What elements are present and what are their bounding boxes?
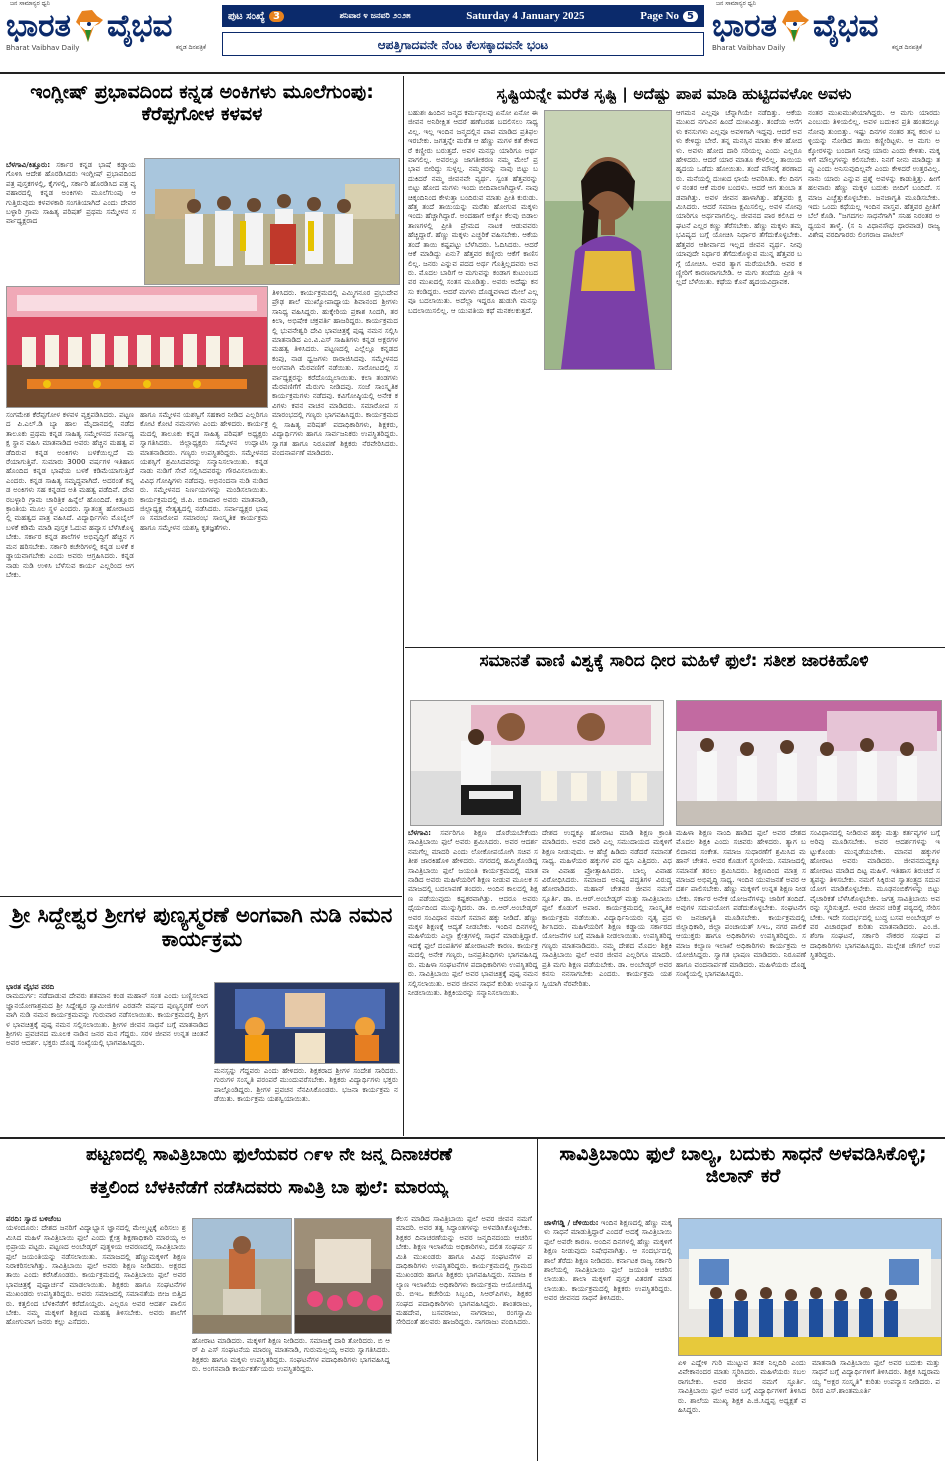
issue-number-group	[228, 11, 284, 22]
a5-headline-2: ಕತ್ತಲಿಂದ ಬೆಳಕಿನೆಡೆಗೆ ನಡೆಸಿದವರು ಸಾವಿತ್ರಿ ಬಾ ಫುಲೆ: ಮಾರಯ್ಯ	[90, 1178, 448, 1198]
a1-headline: ಇಂಗ್ಲೀಷ್ ಪ್ರಭಾವದಿಂದ ಕನ್ನಡ ಅಂಕಿಗಳು ಮೂಲೆಗುಂಪು: ಕೆರೆಪ್ಪಗೋಳ ಕಳವಳ	[30, 81, 374, 125]
a1-photo-top	[144, 158, 400, 285]
a2-headline: ಸೃಷ್ಟಿಯನ್ನೇ ಮರೆತ ಸೃಷ್ಟಿ | ಅದೆಷ್ಟು ಪಾಪ ಮಾಡಿ ಹುಟ್ಟಿದವಳೋ ಅವಳು	[496, 86, 852, 103]
logo-word-right-right: ವೈಭವ	[812, 8, 879, 44]
india-map-icon	[72, 8, 106, 44]
issue-label: ಪುಟ ಸಂಖ್ಯೆ	[228, 10, 265, 22]
logo-english-name: Bharat Vaibhav Daily	[6, 44, 80, 52]
masthead-logo-right	[712, 0, 940, 70]
divider-a2-a3	[405, 647, 945, 648]
divider-bottom-section	[0, 1137, 945, 1139]
a1-dateline: ಬೆಳಗಾವಿ/ಕಿತ್ತೂರು:	[6, 160, 51, 169]
issue-info-bar	[222, 5, 704, 27]
a3-photo-right-drawing	[677, 701, 941, 825]
a3-photo-left	[410, 700, 664, 826]
logo-kannada-daily: ಕನ್ನಡ ದಿನಪತ್ರಿಕೆ	[175, 44, 206, 51]
a1-body-3: ತಿಳಿಸಿದರು. ಕಾರ್ಯಕ್ರಮದಲ್ಲಿ ಎಮ್ಮಿಗನೂರ ಪ್ರಭುದೇವ ಪ್ರೌಢ ಶಾಲೆ ಮುಖ್ಯೋಪಾಧ್ಯಾಯ ಶಿವಾನಂದ ಶ್ರೀಗಳು ಸಾನಿಧ್ಯ ವಹಿಸಿದ್ದರು. ಹುಕ್ಕೇರಿಯ ಪ್ರಕಾಶ ಸಿಂದಗಿ, ತರಕಿಲಾ, ಅಭಿಷೇಕ ಚಕ್ರವರ್ತಿ ಹಾಜರಿದ್ದರು. ಕಾರ್ಯಕ್ರಮದಲ್ಲಿ ಭುವನೇಶ್ವರಿ ದೇವಿ ಭಾವಚಿತ್ರಕ್ಕೆ ಪುಷ್ಪ ನಮನ ಸಲ್ಲಿಸಿ ಮಾತನಾಡಿದ ಎಂ.ವಿ.ಎಸ್ ಸಾಹಿತಿಗಳು ಕನ್ನಡ ಅಕ್ಷರಗಳ ಮಹತ್ವ ತಿಳಿಸಿದರು. ಪಟ್ಟಣದಲ್ಲಿ ಎಲ್ಲೆಲ್ಲೂ ಕನ್ನಡದ ಕಂಪು, ನಾಡ ಧ್ವಜಗಳು ರಾರಾಜಿಸಿದವು. ಸಮ್ಮೇಳನದ ಅಂಗವಾಗಿ ಮೆರವಣಿಗೆ ನಡೆಯಿತು. ಸಾರೋಟದಲ್ಲಿ ಸರ್ವಾಧ್ಯಕ್ಷರನ್ನು ಕರೆದೊಯ್ಯಲಾಯಿತು. ಕಲಾ ತಂಡಗಳು ಮೆರವಣಿಗೆಗೆ ಮೆರುಗು ನೀಡಿದವು. ಸಂಜೆ ಸಾಂಸ್ಕೃತಿಕ ಕಾರ್ಯಕ್ರಮಗಳು ನಡೆದವು. ಕವಿಗೋಷ್ಠಿಯಲ್ಲಿ ಅನೇಕ ಕವಿಗಳು ಕವನ ವಾಚನ ಮಾಡಿದರು. ಸಮಾರೋಪ ಸಮಾರಂಭದಲ್ಲಿ ಗಣ್ಯರು ಭಾಗವಹಿಸಿದ್ದರು. ಕಾರ್ಯಕ್ರಮದಲ್ಲಿ ಸಾಹಿತ್ಯ ಪರಿಷತ್ ಪದಾಧಿಕಾರಿಗಳು, ಶಿಕ್ಷಕರು, ವಿದ್ಯಾರ್ಥಿಗಳು ಹಾಗೂ ಸಾರ್ವಜನಿಕರು ಉಪಸ್ಥಿತರಿದ್ದರು. ಸ್ವಾಗತ ಹಾಗೂ ನಿರೂಪಣೆ ಶಿಕ್ಷಕರು ನೆರವೇರಿಸಿದರು. ವಂದನಾರ್ಪಣೆ ಮಾಡಿದರು.	[272, 288, 398, 457]
masthead-logo-left	[6, 0, 218, 70]
logo-wordmark-right	[712, 8, 940, 44]
main-column-divider	[403, 76, 404, 1136]
a3-body-1	[408, 828, 538, 1133]
a2-body-1: ಬಹುಶಃ ಹಿಂದಿನ ಜನ್ಮದ ಕರ್ಮಫಲವು ಏನೋ ಏನೋ ಈ ಜೀವನ ಅನಿರೀಕ್ಷಿತ ಆದರೆ ಹಣೆಬರಹ ಬದಲಿಸಲು ಸಾಧ್ಯವಿಲ್ಲ. ಇಲ್ಲ ಇಂದಿನ ಜನ್ಮದಲ್ಲಿನ ಪಾಪ ಮಾಡಿದ ಪ್ರತಿಫಲ ಇರಬೇಕು. ಜಗತ್ತನ್ನೇ ಮರೆತ ಆ ಹೆಣ್ಣು ಮಗಳ ಕತೆ ಕೇಳಿದರೆ ಕಣ್ಣೀರು ಬರುತ್ತದೆ. ಅವಳ ಮನಸ್ಸು ಯಾರಿಗೂ ಅರ್ಥವಾಗಲಿಲ್ಲ. ಅವರಲ್ಲೂ ಜಾಗತೀಕರಣ ನಮ್ಮ ಮೇಲೆ ಪ್ರಭಾವ ಬೀರಿದ್ದು ಸುಳ್ಳಲ್ಲ. ನಮ್ಮವರನ್ನು ನಾವು ಬಿಟ್ಟು ಬದುಕಿದರೆ ನಮ್ಮ ಜೀವನವೇ ವ್ಯರ್ಥ. ಸ್ವಂತ ಹೆತ್ತವರನ್ನು ಬಿಟ್ಟು ಹೋದ ಮಗಳು ಇಂದು ಬೀದಿಪಾಲಾಗಿದ್ದಾಳೆ. ನಾವು ಚಿಕ್ಕಂದಿನಿಂದ ಕೇಳುತ್ತಾ ಬಂದಿರುವ ಮಾತು ಪ್ರೀತಿ ಕುರುಡು. ಹೆತ್ತ ತಂದೆ ತಾಯಿಯನ್ನು ಮರೆತು ಹೋಗುವ ಮಕ್ಕಳು ಇಂದು ಹೆಚ್ಚಾಗಿದ್ದಾರೆ. ಅಂದಹಾಗೆ ಅಕ್ಕೋ ಕೆಲವು ಬಿಡಾಲ ತಾಣಗಳಲ್ಲಿ ಪ್ರೀತಿ ಪ್ರೇಮದ ನಾಟಕ ಆಡುವವರು ಹೆಚ್ಚಿದ್ದಾರೆ. ಹೆಣ್ಣು ಮಕ್ಕಳು ಎಚ್ಚರಿಕೆ ವಹಿಸಬೇಕು. ಆಕೆಯ ತಂದೆ ತಾಯಿ ಕಷ್ಟಪಟ್ಟು ಬೆಳೆಸಿದರು. ಓದಿಸಿದರು. ಆದರೆ ಆಕೆ ಮಾಡಿದ್ದು ಏನು? ಹೆತ್ತವರ ಕಣ್ಣೀರು ಆಕೆಗೆ ಕಾಣಿಸಲಿಲ್ಲ. ಜನರು ಎನ್ನುವ ಪದದ ಅರ್ಥ ಗೊತ್ತಿಲ್ಲದವರು ಅವರು. ಮೊದಲ ಬಾರಿಗೆ ಆ ಮಗುವನ್ನು ಕಂಡಾಗ ಕುಟುಂಬದವರ ಮುಖದಲ್ಲಿ ಸಂತಸ ಮೂಡಿತ್ತು. ಅವರು ಅದೆಷ್ಟು ಕನಸು ಕಂಡಿದ್ದರು. ಆದರೆ ಮಗಳು ದೊಡ್ಡವಳಾದ ಮೇಲೆ ಎಲ್ಲವೂ ಬದಲಾಯಿತು. ಅದೆಲ್ಲಾ ಇದ್ದರೂ ಹುಡುಗಿ ಮನಸ್ಸು ಬದಲಾಯಿಸಲಿಲ್ಲ. ಆ ಯುವತಿಯ ಕಥೆ ಮನಕಲಕುತ್ತದೆ.	[408, 108, 538, 315]
a3-dateline: ಬೆಳಗಾವಿ:	[408, 828, 432, 837]
a4-body-2: ಮನಸ್ಸನ್ನು ಗೆದ್ದವರು ಎಂದು ಹೇಳಿದರು. ಶಿಕ್ಷಕರಾದ ಶ್ರೀಗಳ ಸಂದೇಶ ಸಾರಿದರು. ಗುರುಗಳ ಸಂಸ್ಕೃತಿ ಪರಂಪರೆ ಮುಂದುವರೆಸಬೇಕು. ಶಿಕ್ಷಕರು ವಿದ್ಯಾರ್ಥಿಗಳು ಭಕ್ತರು ಪಾಲ್ಗೊಂಡಿದ್ದರು. ಶ್ರೀಗಳ ಪ್ರವಚನ ನೆನಪಿಸಿಕೊಂಡರು. ಭಜನಾ ಕಾರ್ಯಕ್ರಮ ನಡೆಯಿತು. ಕಾರ್ಯಕ್ರಮ ಯಶಸ್ವಿಯಾಯಿತು.	[214, 1066, 398, 1104]
bottom-column-divider	[537, 1139, 538, 1461]
a1-photo-top-drawing	[145, 159, 399, 284]
a2-portrait-drawing	[545, 111, 671, 369]
a6-body-1-text: ಇಂದಿನ ಶಿಕ್ಷಣದಲ್ಲಿ ಹೆಣ್ಣು ಮಕ್ಕಳು ಸಾಧನೆ ಮಾಡುತ್ತಿದ್ದಾರೆ ಎಂದರೆ ಅದಕ್ಕೆ ಸಾವಿತ್ರಿಬಾಯಿ ಫುಲೆ ಅವರೇ ಕಾರಣ. ಅಂದಿನ ದಿನಗಳಲ್ಲಿ ಹೆಣ್ಣು ಮಕ್ಕಳಿಗೆ ಶಿಕ್ಷಣ ನೀಡುವುದು ನಿಷೇಧವಾಗಿತ್ತು. ಆ ಸಂದರ್ಭದಲ್ಲಿ ಶಾಲೆ ತೆರೆದು ಶಿಕ್ಷಣ ನೀಡಿದರು. ಕರ್ನಾಟಕ ರಾಜ್ಯ ಸರ್ಕಾರಿ ಶಾಲೆಯಲ್ಲಿ ಸಾವಿತ್ರಿಬಾಯಿ ಫುಲೆ ಜಯಂತಿ ಆಚರಿಸಲಾಯಿತು. ಶಾಲಾ ಮಕ್ಕಳಿಗೆ ಪುಸ್ತಕ ವಿತರಣೆ ಮಾಡಲಾಯಿತು. ಕಾರ್ಯಕ್ರಮದಲ್ಲಿ ಶಿಕ್ಷಕರು ಉಪಸ್ಥಿತರಿದ್ದರು. ಅವರ ಜೀವನದ ಸಾಧನೆ ತಿಳಿಸಿದರು.	[544, 1218, 672, 1303]
page-label: Page No	[640, 10, 680, 22]
logo-word-left-right: ಭಾರತ	[712, 8, 777, 44]
a3-photo-right	[676, 700, 942, 826]
a6-dateline: ಚಾಳೆಗಡ್ಡಿ / ಚೆಳಿಯಿರು:	[544, 1218, 599, 1227]
a1-body-1	[6, 160, 136, 280]
a2-body-3: ನಂತರ ಮುಖಮುಖಿಯಾಗಿದ್ದರು. ಆ ಮಗು ಯಾರದು ಎಂಬುದು ತಿಳಿಯಲಿಲ್ಲ. ಅವಳ ಬದುಕಿನ ಪ್ರತಿ ಹಂತದಲ್ಲೂ ನೋವು ತುಂಬಿತ್ತು. ಇಷ್ಟು ದಿನಗಳ ನಂತರ ತನ್ನ ಕರುಳ ಬಳ್ಳಿಯನ್ನು ನೋಡಿದ ತಾಯಿ ಕಣ್ಣೀರಿಟ್ಟಳು. ಆ ಮಗು ಅಕ್ಕೋರಳನ್ನು ಬಂದಾಗ ನೀವು ಯಾರು ಎಂದು ಕೇಳಿತು. ಮಕ್ಕಳಿಗೆ ಮೌಲ್ಯಗಳನ್ನು ಕಲಿಸಬೇಕು. ನಿನಗೆ ನೀನು ಮಾಡಿದ್ದು ತಪ್ಪು ಎಂದು ಅನಿಸುವುದಿಲ್ಲವೇ ಎಂದು ಕೇಳಿದರೆ ಉತ್ತರವಿಲ್ಲ. ನಾನು ಯಾರು ಎನ್ನುವ ಪ್ರಶ್ನೆ ಅವಳನ್ನು ಕಾಡುತ್ತಿತ್ತು. ಹೀಗೆ ಹಲವಾರು ಹೆಣ್ಣು ಮಕ್ಕಳ ಬದುಕು ಬೀದಿಗೆ ಬಂದಿದೆ. ಸಮಾಜ ಎಚ್ಚೆತ್ತುಕೊಳ್ಳಬೇಕು. ಜನಜಾಗೃತಿ ಮೂಡಿಸಬೇಕು. ಇದು ಒಂದು ಕಥೆಯಲ್ಲ ಇಂದಿನ ವಾಸ್ತವ. ಹೆತ್ತವರ ಪ್ರೀತಿಗೆ ಬೆಲೆ ಕೊಡಿ. "ಜಗದಗಲ ಸಾಧನೆಗಾಗಿ" ಸನಿಹ ನಿರಂತರ ಅಧ್ಯಯನ ತಾಳ್ಮೆ. (ಸ ನಿ ವಿಧಾನಸೌಧ ಧಾರವಾಡ) ರಾಜ್ಯ ವಿಶೇಷ ವರದಿಗಾರರು ಲಿಂಗರಾಜ ಪಾಟೀಲ್	[808, 108, 940, 240]
divider-a1-a4	[0, 896, 402, 897]
a5-headline-1: ಪಟ್ಟಣದಲ್ಲಿ ಸಾವಿತ್ರಿಬಾಯಿ ಫುಲೆಯವರ ೧೯೪ ನೇ ಜನ್ಮ ದಿನಾಚರಣೆ	[86, 1145, 452, 1165]
a6-body-2: ಏಳಿ ಎದ್ದೇಳಿ ಗುರಿ ಮುಟ್ಟುವ ತನಕ ನಿಲ್ಲದಿರಿ ಎಂದು ವಿವೇಕಾನಂದರ ಮಾತು ಸ್ಮರಿಸಿದರು. ಮಹಿಳೆಯರು ಸಬಲರಾಗಬೇಕು. ಅವರ ಜೀವನ ನಮಗೆ ಸ್ಫೂರ್ತಿ. ಸಾವಿತ್ರಿಬಾಯಿ ಫುಲೆ ಅವರ ಬಗ್ಗೆ ವಿದ್ಯಾರ್ಥಿಗಳಿಗೆ ತಿಳಿಸಿದರು. ಶಾಲೆಯ ಮುಖ್ಯ ಶಿಕ್ಷಕ ಪಿ.ಜಿ.ಸಿದ್ದಪ್ಪ ಅಧ್ಯಕ್ಷತೆ ವಹಿಸಿದ್ದರು.	[678, 1358, 806, 1415]
page-number: 5	[683, 11, 698, 22]
logo-tagline-right: ಜನ ಸಾಮಾನ್ಯರ ಧ್ವನಿ	[716, 0, 756, 7]
a5-body-3: ಕೆಲಸ ಮಾಡಿದ ಸಾವಿತ್ರಿಬಾಯಿ ಫುಲೆ ಅವರ ಜೀವನ ನಮಗೆ ಮಾದರಿ. ಅವರ ತತ್ವ ಸಿದ್ಧಾಂತಗಳನ್ನು ಅಳವಡಿಸಿಕೊಳ್ಳಬೇಕು. ಶಿಕ್ಷಕರ ದಿನಾಚರಣೆಯನ್ನು ಅವರ ಜನ್ಮದಿನದಂದು ಆಚರಿಸಬೇಕು. ಶಿಕ್ಷಣ ಇಲಾಖೆಯ ಅಧಿಕಾರಿಗಳು, ದಲಿತ ಸಂಘರ್ಷ ಸಮಿತಿ ಮುಖಂಡರು ಹಾಗೂ ವಿವಿಧ ಸಂಘಟನೆಗಳ ಪದಾಧಿಕಾರಿಗಳು ಉಪಸ್ಥಿತರಿದ್ದರು. ಕಾರ್ಯಕ್ರಮದಲ್ಲಿ ಗ್ರಾಮದ ಮುಖಂಡರು ಹಾಗೂ ಶಿಕ್ಷಕರು ಭಾಗವಹಿಸಿದ್ದರು. ಸಮಾಜ ಕಲ್ಯಾಣ ಇಲಾಖೆಯ ಅಧಿಕಾರಿಗಳು ಕಾರ್ಯಕ್ರಮ ಆಯೋಜಿಸಿದ್ದರು. ಬಿಇಒ ಕಚೇರಿಯ ಸಿಬ್ಬಂದಿ, ಸಿಆರ್‌ಪಿಗಳು, ಶಿಕ್ಷಕರ ಸಂಘದ ಪದಾಧಿಕಾರಿಗಳು ಭಾಗವಹಿಸಿದ್ದರು. ಶಾಂತರಾಜು, ಮಹದೇವ, ಬಸವರಾಜು, ನಾಗರಾಜು, ರಂಗಸ್ವಾಮಿ ಸೇರಿದಂತೆ ಹಲವರು ಹಾಜರಿದ್ದರು. ನಾಗರಾಜು ವಂದಿಸಿದರು.	[396, 1214, 532, 1327]
a3-body-1-text: ಸರ್ವರಿಗೂ ಶಿಕ್ಷಣ ದೊರೆಯಬೇಕೆಂದು ಸಾವಿತ್ರಿಬಾಯಿ ಫುಲೆ ಅವರು ಶ್ರಮಿಸಿದರು. ಅವರ ಆದರ್ಶ ನಮಗೆಲ್ಲ ಮಾದರಿ ಎಂದು ಲೋಕೋಪಯೋಗಿ ಸಚಿವ ಸತೀಶ ಜಾರಕಿಹೊಳಿ ಹೇಳಿದರು. ನಗರದಲ್ಲಿ ಹಮ್ಮಿಕೊಂಡಿದ್ದ ಸಾವಿತ್ರಿಬಾಯಿ ಫುಲೆ ಜಯಂತಿ ಕಾರ್ಯಕ್ರಮದಲ್ಲಿ ಮಾತನಾಡಿದ ಅವರು ಮಹಿಳೆಯರಿಗೆ ಶಿಕ್ಷಣ ನೀಡುವ ಮೂಲಕ ಸಮಾಜದಲ್ಲಿ ಬದಲಾವಣೆ ತಂದರು. ಅಂದಿನ ಕಾಲದಲ್ಲಿ ಶಿಕ್ಷಣ ಪಡೆಯುವುದು ಕಷ್ಟಕರವಾಗಿತ್ತು. ಆದರೂ ಅವರು ಧೈರ್ಯದಿಂದ ಮುನ್ನುಗ್ಗಿದರು. ಡಾ. ಬಿ.ಆರ್.ಅಂಬೇಡ್ಕರ್ ಅವರ ಸಂವಿಧಾನ ನಮಗೆ ಸಮಾನ ಹಕ್ಕು ನೀಡಿದೆ. ಹೆಣ್ಣು ಮಕ್ಕಳ ಶಿಕ್ಷಣಕ್ಕೆ ಆದ್ಯತೆ ನೀಡಬೇಕು. ಇಂದಿನ ದಿನಗಳಲ್ಲಿ ಮಹಿಳೆಯರು ಎಲ್ಲಾ ಕ್ಷೇತ್ರಗಳಲ್ಲಿ ಸಾಧನೆ ಮಾಡುತ್ತಿದ್ದಾರೆ. ಇದಕ್ಕೆ ಫುಲೆ ದಂಪತಿಗಳ ಹೋರಾಟವೇ ಕಾರಣ. ಕಾರ್ಯಕ್ರಮದಲ್ಲಿ ಅನೇಕ ಗಣ್ಯರು, ಜನಪ್ರತಿನಿಧಿಗಳು ಭಾಗವಹಿಸಿದ್ದರು. ಮಹಿಳಾ ಸಂಘಟನೆಗಳ ಪದಾಧಿಕಾರಿಗಳು ಉಪಸ್ಥಿತರಿದ್ದರು. ಸಾವಿತ್ರಿಬಾಯಿ ಫುಲೆ ಅವರ ಭಾವಚಿತ್ರಕ್ಕೆ ಪುಷ್ಪ ನಮನ ಸಲ್ಲಿಸಲಾಯಿತು. ಅವರ ಜೀವನ ಸಾಧನೆ ಕುರಿತು ಉಪನ್ಯಾಸ ನೀಡಲಾಯಿತು. ಶಿಕ್ಷಕಿಯರನ್ನು ಸನ್ಮಾನಿಸಲಾಯಿತು.	[408, 828, 538, 997]
a1-body-1-text: ಸರ್ಕಾರ ಕನ್ನಡ ಭಾಷೆ ಕಡ್ಡಾಯಗೊಳಿಸಿ ಆದೇಶ ಹೊರಡಿಸಿದರು ಇಂಗ್ಲೀಷ್ ಪ್ರಭಾವದಿಂದ ಪತ್ರ ಪುಸ್ತಕಗಳಲ್ಲಿ, ಕೈಗಳಲ್ಲಿ, ಸರ್ಕಾರಿ ಹೊರಡಿಸಿದ ಪತ್ರ ವ್ಯವಹಾರದಲ್ಲಿ ಕನ್ನಡ ಅಂಕಿಗಳು ಮೂಲೆಗುಂಪು ಆಗುತ್ತಿರುವುದು ಕಳವಳಕಾರಿ ಸಂಗತಿಯಾಗಿದೆ ಎಂದು ದೇವರಬಳ್ಳಾರಿ ಗ್ರಾಮ ಸಾಹಿತ್ಯ ಪರಿಷತ್ ಪ್ರಥಮ ಸಮ್ಮೇಳನ ಸರ್ವಾಧ್ಯಕ್ಷರಾದ	[6, 160, 136, 226]
a1-body-2: ಸಂಗಮೇಶ ಕೆರೆಪ್ಪಗೋಳ ಕಳವಳ ವ್ಯಕ್ತಪಡಿಸಿದರು. ಪಟ್ಟಣದ ಪಿ.ಎಲ್.ಡಿ ಬ್ಯಾ ಹಾಲ ಮೈದಾನದಲ್ಲಿ ನಡೆದ ತಾಲೂಕು ಪ್ರಥಮ ಕನ್ನಡ ಸಾಹಿತ್ಯ ಸಮ್ಮೇಳನದ ಸರ್ವಾಧ್ಯಕ್ಷ ಸ್ಥಾನ ವಹಿಸಿ ಮಾತನಾಡಿದ ಅವರು ಹೆಚ್ಚಿನ ಮಹತ್ವ ಪಡೆದಿರುವ ಕನ್ನಡ ಅಂಕಿಗಳು ಬಳಕೆಯಿಲ್ಲದೆ ಮರೆಯಾಗುತ್ತಿವೆ. ಸುಮಾರು 3000 ವರ್ಷಗಳ ಇತಿಹಾಸ ಹೊಂದಿದ ಕನ್ನಡ ಭಾಷೆಯ ಬಳಕೆ ಕಡಿಮೆಯಾಗುತ್ತಿದೆ ಎಂದರು. ಕನ್ನಡ ಸಾಹಿತ್ಯ ಸಮೃದ್ಧವಾಗಿದೆ. ಅದರಂತೆ ಕನ್ನಡ ಅಂಕಿಗಳು ಸಹ ಕನ್ನಡದ ಅತಿ ಮಹತ್ವ ಪಡೆದಿವೆ. ದೇವರಬಳ್ಳಾರಿ ಗ್ರಾಮ ಚಾರಿತ್ರಿಕ ಹಿನ್ನೆಲೆ ಹೊಂದಿದೆ. ಕಿತ್ತೂರು ಕ್ರಾಂತಿಯ ಮೂಲ ಸ್ಥಳ ಎಂದರು. ಸ್ವಾತಂತ್ರ್ಯ ಹೋರಾಟದಲ್ಲಿ ಮಹತ್ವದ ಪಾತ್ರ ವಹಿಸಿದೆ. ವಿದ್ಯಾರ್ಥಿಗಳು ಮೊಬೈಲ್ ಬಳಕೆ ಕಡಿಮೆ ಮಾಡಿ ಪುಸ್ತಕ ಓದುವ ಹವ್ಯಾಸ ಬೆಳೆಸಿಕೊಳ್ಳಬೇಕು. ಸರ್ಕಾರ ಕನ್ನಡ ಶಾಲೆಗಳ ಅಭಿವೃದ್ಧಿಗೆ ಹೆಚ್ಚಿನ ಗಮನ ಹರಿಸಬೇಕು. ಸರ್ಕಾರಿ ಕಚೇರಿಗಳಲ್ಲಿ ಕನ್ನಡ ಬಳಕೆ ಕಡ್ಡಾಯವಾಗಬೇಕು ಎಂದು ಅವರು ಆಗ್ರಹಿಸಿದರು. ಕನ್ನಡ ನಾಡು ನುಡಿ ಉಳಿಸಿ ಬೆಳೆಸುವ ಕಾರ್ಯ ಎಲ್ಲರಿಂದ ಆಗಬೇಕು.	[6, 410, 134, 579]
a3-body-3: ಮಹಿಳಾ ಶಿಕ್ಷಣ ನಾಂದಿ ಹಾಡಿದ ಫುಲೆ ಅವರ ದೇಶದ ಮೊದಲ ಶಿಕ್ಷಕಿ ಎಂದು ಸಚಿವರು ಹೇಳಿದರು. ತ್ಯಾಗ ಬಲಿದಾನದ ಸಂಕೇತ. ಸಮಾಜ ಸುಧಾರಣೆಗೆ ಶ್ರಮಿಸಿದ ಮಹಾನ್ ಚೇತನ. ಅವರ ಕೊಡುಗೆ ಸ್ಮರಣೀಯ. ಸಮಾಜದಲ್ಲಿ ಸಮಾನತೆ ತರಲು ಶ್ರಮಿಸಿದರು. ಶಿಕ್ಷಣದಿಂದ ಮಾತ್ರ ಸಮಾಜದ ಅಭಿವೃದ್ಧಿ ಸಾಧ್ಯ. ಇಂದಿನ ಯುವಜನತೆ ಅವರ ಆದರ್ಶ ಪಾಲಿಸಬೇಕು. ಹೆಣ್ಣು ಮಕ್ಕಳಿಗೆ ಉನ್ನತ ಶಿಕ್ಷಣ ನೀಡಬೇಕು. ಸರ್ಕಾರ ಅನೇಕ ಯೋಜನೆಗಳನ್ನು ಜಾರಿಗೆ ತಂದಿದೆ. ಅವುಗಳ ಸದುಪಯೋಗ ಪಡೆದುಕೊಳ್ಳಬೇಕು. ಸಂಘಟನೆಗಳು ಜನಜಾಗೃತಿ ಮೂಡಿಸಬೇಕು. ಕಾರ್ಯಕ್ರಮದಲ್ಲಿ ಜಿಲ್ಲಾಧಿಕಾರಿ, ಜಿಲ್ಲಾ ಪಂಚಾಯತ್ ಸಿಇಒ, ನಗರ ಪಾಲಿಕೆ ಆಯುಕ್ತರು ಹಾಗೂ ಅಧಿಕಾರಿಗಳು ಉಪಸ್ಥಿತರಿದ್ದರು. ಸಮಾಜ ಕಲ್ಯಾಣ ಇಲಾಖೆ ಅಧಿಕಾರಿಗಳು ಕಾರ್ಯಕ್ರಮ ಆಯೋಜಿಸಿದ್ದರು. ಸ್ವಾಗತ ಭಾಷಣ ಮಾಡಿದರು. ನಿರೂಪಣೆ ಹಾಗೂ ವಂದನಾರ್ಪಣೆ ಮಾಡಿದರು. ಮಹಿಳೆಯರು ದೊಡ್ಡ ಸಂಖ್ಯೆಯಲ್ಲಿ ಭಾಗವಹಿಸಿದ್ದರು.	[676, 828, 806, 979]
a5-photo-right	[294, 1218, 392, 1334]
a5-photo-left	[192, 1218, 292, 1334]
logo-wordmark	[6, 8, 218, 44]
a6-photo-drawing	[679, 1219, 941, 1355]
a6-headline: ಸಾವಿತ್ರಿಬಾಯಿ ಫುಲೆ ಬಾಲ್ಯ, ಬದುಕು ಸಾಧನೆ ಅಳವಡಿಸಿಕೊಳ್ಳಿ; ಜಿಲಾನ್ ಕರೆ	[559, 1143, 927, 1187]
a5-body-1	[6, 1214, 186, 1458]
masthead-divider	[0, 72, 945, 74]
a1-photo-stage	[6, 286, 268, 408]
a2-portrait-photo	[544, 110, 672, 370]
kannada-date: ಶನಿವಾರ ೪ ಜನವರಿ ೨೦೨೫	[339, 11, 411, 20]
logo-tagline: ಜನ ಸಾಮಾನ್ಯರ ಧ್ವನಿ	[10, 0, 50, 7]
a5-photo-left-drawing	[193, 1219, 291, 1333]
a4-body-1	[6, 982, 208, 1132]
a4-headline: ಶ್ರೀ ಸಿದ್ದೇಶ್ವರ ಶ್ರೀಗಳ ಪುಣ್ಯಸ್ಮರಣೆ ಅಂಗವಾಗಿ ನುಡಿ ನಮನ ಕಾರ್ಯಕ್ರಮ	[11, 903, 393, 952]
a5-photo-right-drawing	[295, 1219, 391, 1333]
a3-body-2: ದೇಶದ ಉದ್ದಕ್ಕೂ ಹೋರಾಟ ಮಾಡಿ ಶಿಕ್ಷಣ ಕ್ರಾಂತಿ ಮಾಡಿದರು. ಅವರ ದಾರಿ ಎಲ್ಲ ಸಮುದಾಯದ ಮಕ್ಕಳಿಗೆ ಶಿಕ್ಷಣ ನೀಡುವುದು. ಆ ಹೆಜ್ಜೆ ಹಿಡಿದು ನಡೆದರೆ ಸಮಾನತೆ ಸಾಧ್ಯ. ಮಹಿಳೆಯರ ಹಕ್ಕುಗಳ ಪರ ಧ್ವನಿ ಎತ್ತಿದರು. ವಿಧವಾ ವಿವಾಹ ಪ್ರೋತ್ಸಾಹಿಸಿದರು. ಬಾಲ್ಯ ವಿವಾಹ ವಿರೋಧಿಸಿದರು. ಸಮಾಜದ ಅನಿಷ್ಟ ಪದ್ಧತಿಗಳ ವಿರುದ್ಧ ಹೋರಾಡಿದರು. ಮಹಾನ್ ಚೇತನರ ಜೀವನ ನಮಗೆ ಸ್ಪೂರ್ತಿ. ಡಾ. ಬಿ.ಆರ್.ಅಂಬೇಡ್ಕರ್ ಮತ್ತು ಸಾವಿತ್ರಿಬಾಯಿ ಫುಲೆ ಕೊಡುಗೆ ಅಪಾರ. ಕಾರ್ಯಕ್ರಮದಲ್ಲಿ ಸಾಂಸ್ಕೃತಿಕ ಕಾರ್ಯಕ್ರಮ ನಡೆಯಿತು. ವಿದ್ಯಾರ್ಥಿನಿಯರು ನೃತ್ಯ ಪ್ರದರ್ಶಿಸಿದರು. ಮಹಿಳೆಯರಿಗೆ ಶಿಕ್ಷಣ ಕಡ್ಡಾಯ ಸರ್ಕಾರದ ಯೋಜನೆಗಳ ಬಗ್ಗೆ ಮಾಹಿತಿ ನೀಡಲಾಯಿತು. ಉಪಸ್ಥಿತರಿದ್ದ ಗಣ್ಯರು ಮಾತನಾಡಿದರು. ನಮ್ಮ ದೇಶದ ಮೊದಲ ಶಿಕ್ಷಕಿ ಸಾವಿತ್ರಿಬಾಯಿ ಫುಲೆ ಅವರ ಜೀವನ ಎಲ್ಲರಿಗೂ ಮಾದರಿ. ಪ್ರತಿ ಮಗು ಶಿಕ್ಷಣ ಪಡೆಯಬೇಕು. ಡಾ. ಅಂಬೇಡ್ಕರ್ ಅವರ ಕನಸು ನನಸಾಗಬೇಕು ಎಂದರು. ಕಾರ್ಯಕ್ರಮ ಯಶಸ್ವಿಯಾಗಿ ನೆರವೇರಿತು.	[542, 828, 672, 988]
a1-photo-stage-drawing	[7, 287, 267, 407]
a6-photo	[678, 1218, 942, 1356]
logo-kannada-daily-right: ಕನ್ನಡ ದಿನಪತ್ರಿಕೆ	[891, 44, 922, 51]
a6-body-3: ಮಾತನಾಡಿ ಸಾವಿತ್ರಿಬಾಯಿ ಫುಲೆ ಅವರ ಬದುಕು ಮತ್ತು ಸಾಧನೆ ಬಗ್ಗೆ ವಿದ್ಯಾರ್ಥಿಗಳಿಗೆ ತಿಳಿಸಿದರು. ಶಿಕ್ಷಕ ಸಿದ್ದರಾಮಯ್ಯ "ಅಕ್ಷರ ಸಂಸ್ಕೃತಿ" ಕುರಿತು ಉಪನ್ಯಾಸ ನೀಡಿದರು. ಪರಿಸರ ಎಸ್.ಶಾಂತಮೂರ್ತಿ	[812, 1358, 940, 1396]
a3-body-4: ಸಂವಿಧಾನದಲ್ಲಿ ನೀಡಿರುವ ಹಕ್ಕು ಮತ್ತು ಕರ್ತವ್ಯಗಳ ಬಗ್ಗೆ ಅರಿವು ಮೂಡಿಸಬೇಕು. ಅವರ ಆದರ್ಶಗಳನ್ನು ಇಟ್ಟುಕೊಂಡು ಮುನ್ನಡೆಯಬೇಕು. ಮಾನವ ಹಕ್ಕುಗಳ ಹೋರಾಟ ಅವರು ಮಾಡಿದರು. ಜೀವನದುದ್ದಕ್ಕೂ ಹೋರಾಟ ಮಾಡಿದ ದಿಟ್ಟ ಮಹಿಳೆ. ಇತಿಹಾಸ ತಿರುಚದೆ ಸತ್ಯವನ್ನು ತಿಳಿಸಬೇಕು. ನಮಗೆ ಸಿಕ್ಕಿರುವ ಸ್ವಾತಂತ್ರ್ಯದ ಸದುಪಯೋಗ ಮಾಡಿಕೊಳ್ಳಬೇಕು. ಮೂಢನಂಬಿಕೆಗಳನ್ನು ಬಿಟ್ಟು ವೈಚಾರಿಕತೆ ಬೆಳೆಸಿಕೊಳ್ಳಬೇಕು. ಜಗತ್ತ ಸಾವಿತ್ರಿಬಾಯಿ ಅವರನ್ನು ಸ್ಮರಿಸುತ್ತದೆ. ಅವರ ಜೀವನ ಚರಿತ್ರೆ ಪಠ್ಯದಲ್ಲಿ ಸೇರಿಸಬೇಕು. ಇದೇ ಸಂದರ್ಭದಲ್ಲಿ ಬುದ್ಧ ಬಸವ ಅಂಬೇಡ್ಕರ್ ಅವರ ವಿಚಾರಧಾರೆ ಕುರಿತು ಮಾತನಾಡಿದರು. ಎಂ.ಜಿ. ಶೆಂಗಾ ಸಂಘಟನೆ, ಸರ್ಕಾರಿ ನೌಕರರ ಸಂಘದ ಪದಾಧಿಕಾರಿಗಳು ಭಾಗವಹಿಸಿದ್ದರು. ಮಲ್ಲೇಶ ಚೌಗಲೆ ಉಪಸ್ಥಿತರಿದ್ದರು.	[810, 828, 940, 960]
logo-english-name-right: Bharat Vaibhav Daily	[712, 44, 786, 52]
a4-dateline: ಭಾರತ ವೈಭವ ವರದಿ	[6, 982, 55, 991]
a4-body-1-text: ರಾಮದುರ್ಗ: ನಡೆದಾಡುವ ದೇವರು ಶತಮಾನ ಕಂಡ ಮಹಾನ್ ಸಂತ ಎಂದು ಬಣ್ಣಿಸಲಾದ ಜ್ಞಾನಯೋಗಾಶ್ರಮದ ಶ್ರೀ ಸಿದ್ದೇಶ್ವರ ಸ್ವಾಮೀಜಿಗಳ ಎರಡನೇ ವರ್ಷದ ಪುಣ್ಯಸ್ಮರಣೆ ಅಂಗವಾಗಿ ನುಡಿ ನಮನ ಕಾರ್ಯಕ್ರಮವನ್ನು ಗುರುವಾರ ನಡೆಸಲಾಯಿತು. ಕಾರ್ಯಕ್ರಮದಲ್ಲಿ ಶ್ರೀಗಳ ಭಾವಚಿತ್ರಕ್ಕೆ ಪುಷ್ಪ ನಮನ ಸಲ್ಲಿಸಲಾಯಿತು. ಶ್ರೀಗಳ ಜೀವನ ಸಾಧನೆ ಬಗ್ಗೆ ಮಾತನಾಡಿದ ಶ್ರೀಗಳು ಪ್ರವಚನದ ಮೂಲಕ ನಾಡಿನ ಜನರ ಮನ ಗೆದ್ದರು. ಸರಳ ಜೀವನ ಉನ್ನತ ಚಿಂತನೆ ಅವರ ಆದರ್ಶ. ಭಕ್ತರು ದೊಡ್ಡ ಸಂಖ್ಯೆಯಲ್ಲಿ ಭಾಗವಹಿಸಿದ್ದರು.	[6, 991, 208, 1048]
a3-photo-left-drawing	[411, 701, 663, 825]
a5-body-1-text: ಯಳಂದೂರು: ದೇಶದ ಜನರಿಗೆ ವಿದ್ಯಾಭ್ಯಾಸ ಜ್ಞಾನದಲ್ಲಿ ಮೇಲ್ಮಟ್ಟಕ್ಕೆ ಏರಿಸಲು ಶ್ರಮಿಸಿದ ಮಹಿಳೆ ಸಾವಿತ್ರಿಬಾಯಿ ಫುಲೆ ಎಂದು ಕ್ಷೇತ್ರ ಶಿಕ್ಷಣಾಧಿಕಾರಿ ಮಾರಯ್ಯ ಅಭಿಪ್ರಾಯ ಪಟ್ಟರು. ಪಟ್ಟಣದ ಅಂಬೇಡ್ಕರ್ ಪುತ್ಥಳಿಯ ಆವರಣದಲ್ಲಿ ಸಾವಿತ್ರಿಬಾಯಿ ಫುಲೆ ಜಯಂತಿಯನ್ನು ನಡೆಸಲಾಯಿತು. ಸಮಾಜದಲ್ಲಿ ಹೆಣ್ಣುಮಕ್ಕಳಿಗೆ ಶಿಕ್ಷಣ ನಿರಾಕರಿಸಲಾಗಿತ್ತು. ಸಾವಿತ್ರಿಬಾಯಿ ಫುಲೆ ಅವರು ಶಿಕ್ಷಣ ನೀಡಿದರು. ಅಕ್ಷರದ ತಾಯಿ ಎಂದು ಕರೆಸಿಕೊಂಡರು. ಕಾರ್ಯಕ್ರಮದಲ್ಲಿ ಸಾವಿತ್ರಿಬಾಯಿ ಫುಲೆ ಅವರ ಭಾವಚಿತ್ರಕ್ಕೆ ಪುಷ್ಪಾರ್ಚನೆ ಮಾಡಲಾಯಿತು. ಶಿಕ್ಷಕರು ಹಾಗೂ ಸಂಘಟನೆಗಳ ಮುಖಂಡರು ಉಪಸ್ಥಿತರಿದ್ದರು. ಅವರು ಸಮಾಜದಲ್ಲಿ ಸಮಾನತೆಯ ಬೀಜ ಬಿತ್ತಿದರು. ಕತ್ತಲಿಂದ ಬೆಳಕಿನೆಡೆಗೆ ಕರೆದೊಯ್ದರು. ಎಲ್ಲರೂ ಅವರ ಆದರ್ಶ ಪಾಲಿಸಬೇಕು. ನಮ್ಮ ಮಕ್ಕಳಿಗೆ ಶಿಕ್ಷಣದ ಮಹತ್ವ ತಿಳಿಸಬೇಕು. ಅವರು ಶಾಲೆಗೆ ಹೋಗುವಾಗ ಜನರು ಕಲ್ಲು ಎಸೆದರು.	[6, 1223, 186, 1327]
a4-photo-drawing	[215, 983, 399, 1063]
india-map-icon-right	[778, 8, 812, 44]
issue-number: 3	[269, 11, 284, 22]
english-date: Saturday 4 January 2025	[466, 10, 585, 22]
a6-body-1	[544, 1218, 672, 1458]
page-number-group	[640, 10, 698, 22]
a2-body-2: ಆಗಮನ ಎಲ್ಲವೂ ಚೆನ್ನಾಗಿಯೇ ನಡೆದಿತ್ತು. ಆಕೆಯ ಮುಖದ ನಗುವಿನ ಹಿಂದೆ ದುಃಖವಿತ್ತು. ತಂದೆಯ ಆಸೆಗಳು ಕನಸುಗಳು ಎಲ್ಲವೂ ಅವಳಿಗಾಗಿ ಇದ್ದವು. ಆದರೆ ಅವಳು ಕೇಳಿದ್ದು ಬೇರೆ. ತನ್ನ ಮನಸ್ಸಿನ ಮಾತು ಕೇಳಿ ಹೋದಳು. ಅವಳು ಹೋದ ದಾರಿ ಸರಿಯಲ್ಲ ಎಂದು ಎಲ್ಲರೂ ಹೇಳಿದರು. ಆದರೆ ಯಾರ ಮಾತೂ ಕೇಳಲಿಲ್ಲ. ತಾಯಿಯ ಹೃದಯ ಒಡೆದು ಹೋಯಿತು. ತಂದೆ ಮೌನಕ್ಕೆ ಶರಣಾದರು. ಮನೆಯಲ್ಲಿ ದುಃಖದ ಛಾಯೆ ಆವರಿಸಿತು. ಕೆಲ ದಿನಗಳ ನಂತರ ಆಕೆ ಮರಳಿ ಬಂದಳು. ಆದರೆ ಆಗ ತುಂಬಾ ತಡವಾಗಿತ್ತು. ಅವಳ ಜೀವನ ಹಾಳಾಗಿತ್ತು. ಹೆತ್ತವರು ಕ್ಷಮಿಸಿದರು. ಆದರೆ ಸಮಾಜ ಕ್ಷಮಿಸಲಿಲ್ಲ. ಅವಳ ನೋವು ಯಾರಿಗೂ ಅರ್ಥವಾಗಲಿಲ್ಲ. ಜೀವನದ ಪಾಠ ಕಲಿಸಿದ ಆ ಘಟನೆ ಎಲ್ಲರ ಕಣ್ಣು ತೆರೆಸಬೇಕು. ಹೆಣ್ಣು ಮಕ್ಕಳು ತಮ್ಮ ಭವಿಷ್ಯದ ಬಗ್ಗೆ ಯೋಚಿಸಿ ನಿರ್ಧಾರ ತೆಗೆದುಕೊಳ್ಳಬೇಕು. ಹೆತ್ತವರ ಆಶೀರ್ವಾದ ಇಲ್ಲದ ಜೀವನ ವ್ಯರ್ಥ. ನೀವು ಯಾವುದೇ ನಿರ್ಧಾರ ತೆಗೆದುಕೊಳ್ಳುವ ಮುನ್ನ ಹೆತ್ತವರ ಬಗ್ಗೆ ಯೋಚಿಸಿ. ಅವರ ತ್ಯಾಗ ಮರೆಯಬೇಡಿ. ಅವರ ಕಣ್ಣೀರಿಗೆ ಕಾರಣರಾಗಬೇಡಿ. ಆ ಮಗು ತಂದೆಯ ಪ್ರೀತಿ ಇಲ್ಲದೆ ಬೆಳೆಯಿತು. ಕಥೆಯ ಕೊನೆ ಹೃದಯವಿದ್ರಾವಕ.	[676, 108, 802, 287]
motto-bar: ಆಪತ್ತಿಗಾದವನೇ ನೆಂಟ ಕೆಲಸಕ್ಕಾದವನೇ ಭಂಟ	[222, 32, 704, 56]
a5-body-2: ಹೋರಾಟ ಮಾಡಿದರು. ಮಕ್ಕಳಿಗೆ ಶಿಕ್ಷಣ ನೀಡಿದರು. ಸಮಾಜಕ್ಕೆ ದಾರಿ ತೋರಿದರು. ಬಿ ಆರ್ ಪಿ ಎಸ್ ಸಂಘಟನೆಯ ಮಾರಣ್ಣ ಮಾತನಾಡಿ, ಗುರುಮಲ್ಲಯ್ಯ ಅವರು ಸ್ವಾಗತಿಸಿದರು. ಶಿಕ್ಷಕರು ಹಾಗೂ ಮಕ್ಕಳು ಉಪಸ್ಥಿತರಿದ್ದರು. ಸಂಘಟನೆಗಳ ಪದಾಧಿಕಾರಿಗಳು ಭಾಗವಹಿಸಿದ್ದರು. ಅಂಗನವಾಡಿ ಕಾರ್ಯಕರ್ತೆಯರು ಉಪಸ್ಥಿತರಿದ್ದರು.	[192, 1336, 390, 1374]
a4-photo	[214, 982, 400, 1064]
a3-headline: ಸಮಾನತೆ ವಾಣಿ ವಿಶ್ವಕ್ಕೆ ಸಾರಿದ ಧೀರ ಮಹಿಳೆ ಫುಲೆ: ಸತೀಶ ಜಾರಕಿಹೊಳಿ	[479, 652, 869, 671]
logo-word-left: ಭಾರತ	[6, 8, 71, 44]
logo-word-right: ವೈಭವ	[106, 8, 173, 44]
a5-dateline: ಪರದಿ: ಸ್ವಾದ ಬಳಿಚೆಂಬ	[6, 1214, 62, 1223]
a1-body-4: ಹಾಗೂ ಸಮ್ಮೇಳನ ಯಶಸ್ವಿಗೆ ಸಹಕಾರ ನೀಡಿದ ಎಲ್ಲರಿಗೂ ಕೋಟಿ ಕೋಟಿ ನಮನಗಳು ಎಂದು ಹೇಳಿದರು. ಕಾರ್ಯಕ್ರಮದಲ್ಲಿ ತಾಲೂಕು ಕನ್ನಡ ಸಾಹಿತ್ಯ ಪರಿಷತ್ ಅಧ್ಯಕ್ಷರು ಸ್ವಾಗತಿಸಿದರು. ಜಿಲ್ಲಾಧ್ಯಕ್ಷರು ಸಮ್ಮೇಳನ ಉದ್ಘಾಟಿಸಿ ಮಾತನಾಡಿದರು. ಗಣ್ಯರು ಉಪಸ್ಥಿತರಿದ್ದರು. ಸಮ್ಮೇಳನದ ಯಶಸ್ಸಿಗೆ ಶ್ರಮಿಸಿದವರನ್ನು ಸನ್ಮಾನಿಸಲಾಯಿತು. ಕನ್ನಡ ನಾಡು ನುಡಿಗೆ ಸೇವೆ ಸಲ್ಲಿಸಿದವರನ್ನು ಗೌರವಿಸಲಾಯಿತು. ವಿವಿಧ ಗೋಷ್ಠಿಗಳು ನಡೆದವು. ಅಭಿನಂದನಾ ನುಡಿ ನುಡಿದರು. ಸಮ್ಮೇಳನದ ನಿರ್ಣಯಗಳನ್ನು ಮಂಡಿಸಲಾಯಿತು. ಕಾರ್ಯಕ್ರಮದಲ್ಲಿ ಜಿ.ಪಿ. ಬಿರಾದಾರ ಅವರು ಮಾತನಾಡಿ, ಜಿಲ್ಲಾಧ್ಯಕ್ಷ ನೇತೃತ್ವದಲ್ಲಿ ನಡೆಸಿದರು. ಸರ್ವಾಧ್ಯಕ್ಷರ ಭಾಷಣ ಸಮಾರೋಪ ಸಮಾರಂಭ ಸಾಂಸ್ಕೃತಿಕ ಕಾರ್ಯಕ್ರಮ ಹಾಗೂ ಸಮ್ಮೇಳನ ಯಶಸ್ವಿ ಕೃತಜ್ಞತೆಗಳು.	[140, 410, 268, 532]
